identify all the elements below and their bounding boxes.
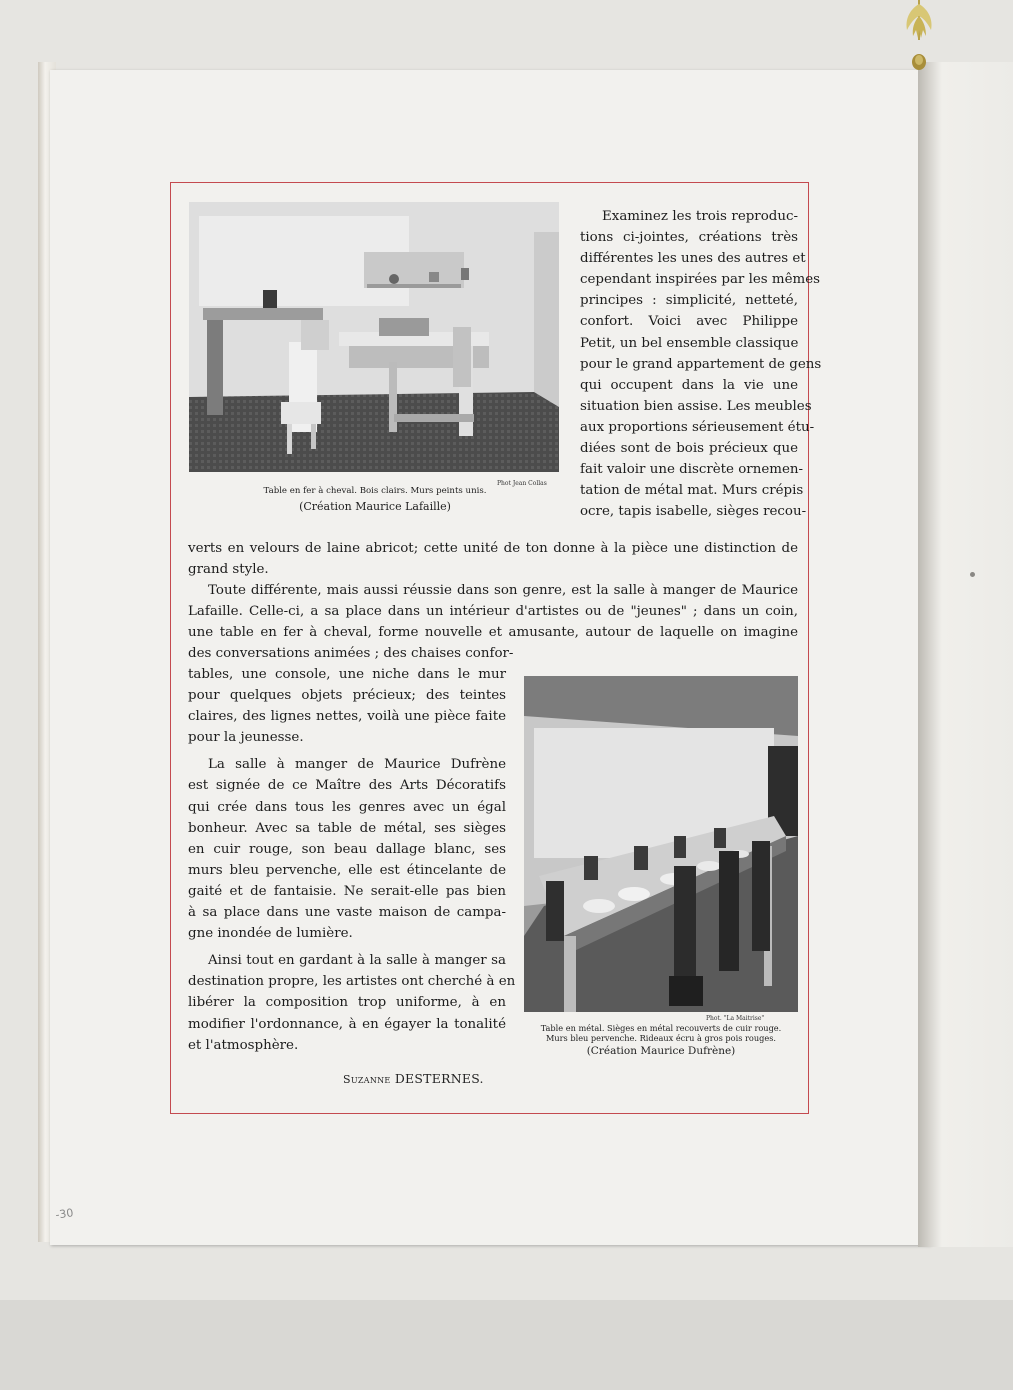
text-line: des conversations animées ; des chaises confor-	[188, 646, 514, 662]
text-line: aux proportions sérieusement étu-	[580, 419, 815, 435]
author-last-name: DESTERNES.	[394, 1071, 484, 1086]
lower-column	[188, 664, 516, 1056]
text-line: pour la jeunesse.	[188, 730, 304, 746]
intro-column	[580, 206, 822, 522]
photo-2-caption-creator: (Création Maurice Dufrène)	[586, 1045, 736, 1057]
text-line: pour quelques objets précieux; des teintes	[188, 688, 506, 704]
text-line: cependant inspirées par les mêmes	[580, 272, 821, 288]
text-line: principes : simplicité, netteté,	[580, 293, 798, 309]
paper-speck	[970, 572, 975, 577]
bookmark-tassel	[903, 0, 935, 72]
text-line: fait valoir une discrète ornemen-	[580, 462, 804, 478]
text-line: Examinez les trois reproduc-	[602, 209, 798, 224]
text-line: claires, des lignes nettes, voilà une pièce faite	[188, 709, 506, 725]
photo-1-caption-creator: (Création Maurice Lafaille)	[299, 500, 451, 513]
text-line: situation bien assise. Les meubles	[580, 398, 812, 414]
text-line: tables, une console, une niche dans le mur	[188, 667, 506, 682]
text-line: destination propre, les artistes ont cherché à en	[188, 974, 516, 990]
text-line: confort. Voici avec Philippe	[580, 314, 798, 330]
photo-1-caption-line: Table en fer à cheval. Bois clairs. Murs peints unis.	[263, 486, 487, 496]
text-line: verts en velours de laine abricot; cette unité de ton donne à la pièce une distinction de	[188, 541, 798, 556]
text-line: modifier l'ordonnance, à en égayer la tonalité	[188, 1016, 506, 1032]
text-line: Ainsi tout en gardant à la salle à manger sa	[208, 953, 506, 969]
text-line: La salle à manger de Maurice Dufrène	[208, 757, 506, 773]
photo-1-caption	[200, 486, 550, 513]
dining-room-photo-dufrene	[524, 676, 798, 1012]
photo-2-credit: Phot. "La Maitrise"	[706, 1015, 765, 1022]
text-line: grand style.	[188, 562, 269, 578]
text-line: bonheur. Avec sa table de métal, ses sièges	[188, 820, 506, 836]
text-line: en cuir rouge, son beau dallage blanc, ses	[188, 841, 506, 857]
text-line: libérer la composition trop uniforme, à en	[188, 995, 506, 1011]
dining-room-photo-lafaille	[189, 202, 559, 472]
photo-2-caption-line: Table en métal. Sièges en métal recouverts de cuir rouge.	[540, 1023, 782, 1033]
photo-2-caption-line: Murs bleu pervenche. Rideaux écru à gros pois rouges.	[545, 1033, 777, 1043]
full-width-text	[188, 538, 798, 665]
text-line: est signée de ce Maître des Arts Décoratifs	[188, 778, 506, 794]
text-line: murs bleu pervenche, elle est étincelante de	[188, 862, 506, 878]
author-first-name: Suzanne	[343, 1073, 391, 1086]
text-line: tation de métal mat. Murs crépis	[580, 483, 804, 499]
text-line: diées sont de bois précieux que	[580, 441, 798, 457]
text-line: qui crée dans tous les genres avec un égal	[188, 799, 506, 815]
pencil-margin-note: -30	[54, 1206, 75, 1222]
author-signature	[343, 1071, 484, 1086]
text-line: gaité et de fantaisie. Ne serait-elle pas bien	[188, 883, 506, 899]
facing-page-edge	[918, 62, 1013, 1247]
text-line: tions ci-jointes, créations très	[580, 230, 798, 246]
text-line: pour le grand appartement de gens	[580, 356, 822, 372]
photo-2-caption	[516, 1023, 806, 1057]
text-line: qui occupent dans la vie une	[580, 377, 798, 393]
text-line: à sa place dans une vaste maison de campa-	[188, 905, 506, 921]
text-line: une table en fer à cheval, forme nouvelle et amusante, autour de laquelle on imagine	[188, 625, 798, 641]
text-line: gne inondée de lumière.	[188, 926, 353, 942]
text-line: et l'atmosphère.	[188, 1037, 299, 1053]
text-line: différentes les unes des autres et	[580, 251, 806, 267]
text-line: Lafaille. Celle-ci, a sa place dans un intérieur d'artistes ou de "jeunes" ; dans un coin,	[188, 604, 798, 620]
text-line: ocre, tapis isabelle, sièges recou-	[580, 504, 807, 520]
text-line: Toute différente, mais aussi réussie dans son genre, est la salle à manger de Maurice	[208, 583, 798, 599]
photo-1-credit: Phot Jean Collas	[497, 480, 547, 487]
text-line: Petit, un bel ensemble classique	[580, 335, 799, 351]
